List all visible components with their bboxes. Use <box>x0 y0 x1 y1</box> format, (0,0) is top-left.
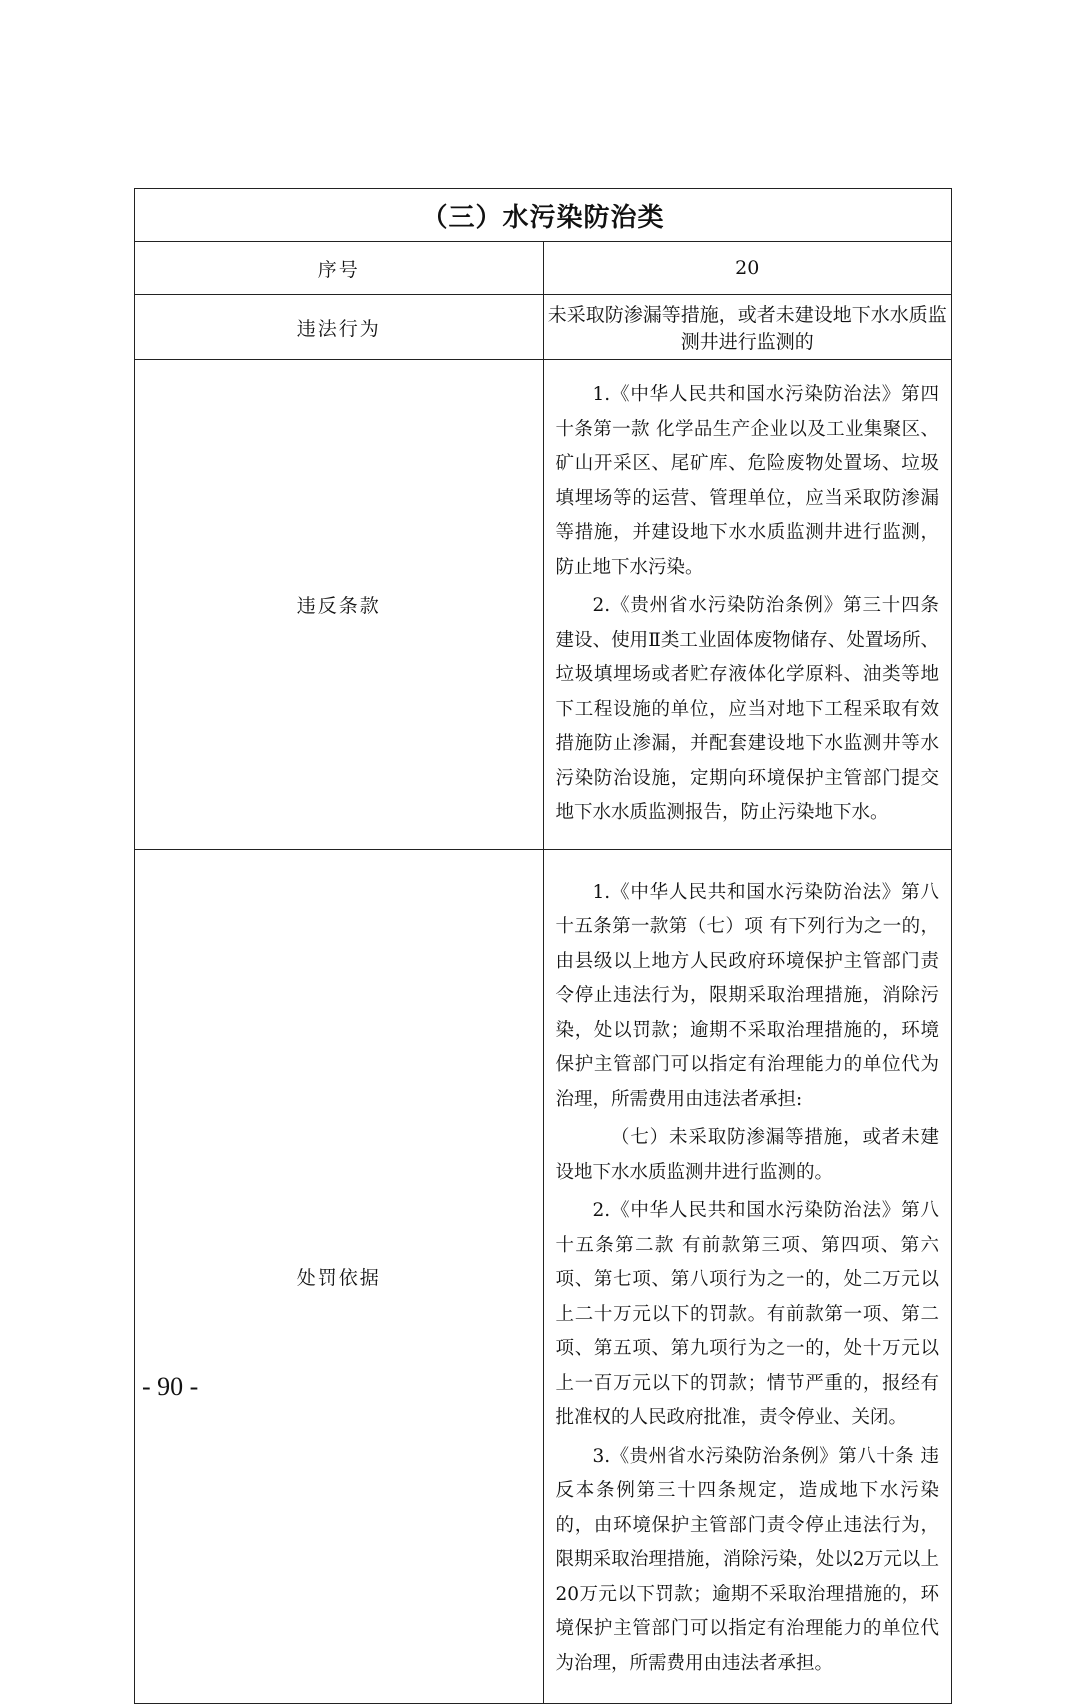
penalty-basis-label: 处罚依据 <box>135 849 544 1704</box>
violated-clause-paragraph: 2.《贵州省水污染防治条例》第三十四条 建设、使用Ⅱ类工业固体废物储存、处置场所、垃圾填埋场或者贮存液体化学原料、油类等地下工程设施的单位，应当对地下工程采取有效措施防止渗漏，并配套建设地下水监测井等水污染防治设施，定期向环境保护主管部门提交地下水水质监测报告，防止污染地下水。 <box>555 595 939 823</box>
serial-row <box>135 242 952 295</box>
penalty-paragraph: 3.《贵州省水污染防治条例》第八十条 违反本条例第三十四条规定，造成地下水污染的，由环境保护主管部门责令停止违法行为，限期采取治理措施，消除污染，处以2万元以上20万元以下罚款；逾期不采取治理措施的，环境保护主管部门可以指定有治理能力的单位代为治理，所需费用由违法者承担。 <box>555 1445 939 1674</box>
section-title: （三）水污染防治类 <box>135 189 952 242</box>
penalty-paragraph: 1.《中华人民共和国水污染防治法》第八十五条第一款第（七）项 有下列行为之一的，由县级以上地方人民政府环境保护主管部门责令停止违法行为，限期采取治理措施，消除污染，处以罚款；逾期不采取治理措施的，环境保护主管部门可以指定有治理能力的单位代为治理，所需费用由违法者承担: <box>555 881 939 1110</box>
violated-clauses-row <box>135 360 952 850</box>
serial-value: 20 <box>543 242 952 295</box>
violated-clauses-content <box>543 360 952 850</box>
page-number: - 90 - <box>142 1372 199 1401</box>
behavior-label: 违法行为 <box>135 295 544 360</box>
penalty-sub-item: （七）未采取防渗漏等措施，或者未建设地下水水质监测井进行监测的。 <box>555 1127 939 1183</box>
violated-clause-paragraph: 1.《中华人民共和国水污染防治法》第四十条第一款 化学品生产企业以及工业集聚区、矿山开采区、尾矿库、危险废物处置场、垃圾填埋场等的运营、管理单位，应当采取防渗漏等措施，并建设地下水水质监测井进行监测，防止地下水污染。 <box>555 384 939 578</box>
regulation-table <box>134 188 952 1704</box>
serial-label: 序号 <box>135 242 544 295</box>
penalty-paragraph: 2.《中华人民共和国水污染防治法》第八十五条第二款 有前款第三项、第四项、第六项、第七项、第八项行为之一的，处二万元以上二十万元以下的罚款。有前款第一项、第二项、第五项、第九项行为之一的，处十万元以上一百万元以下的罚款；情节严重的，报经有批准权的人民政府批准，责令停业、关闭。 <box>555 1200 939 1428</box>
violated-clauses-label: 违反条款 <box>135 360 544 850</box>
penalty-basis-row <box>135 849 952 1704</box>
behavior-value: 未采取防渗漏等措施，或者未建设地下水水质监测井进行监测的 <box>543 295 952 360</box>
penalty-basis-content <box>543 849 952 1704</box>
title-row <box>135 189 952 242</box>
behavior-row <box>135 295 952 360</box>
